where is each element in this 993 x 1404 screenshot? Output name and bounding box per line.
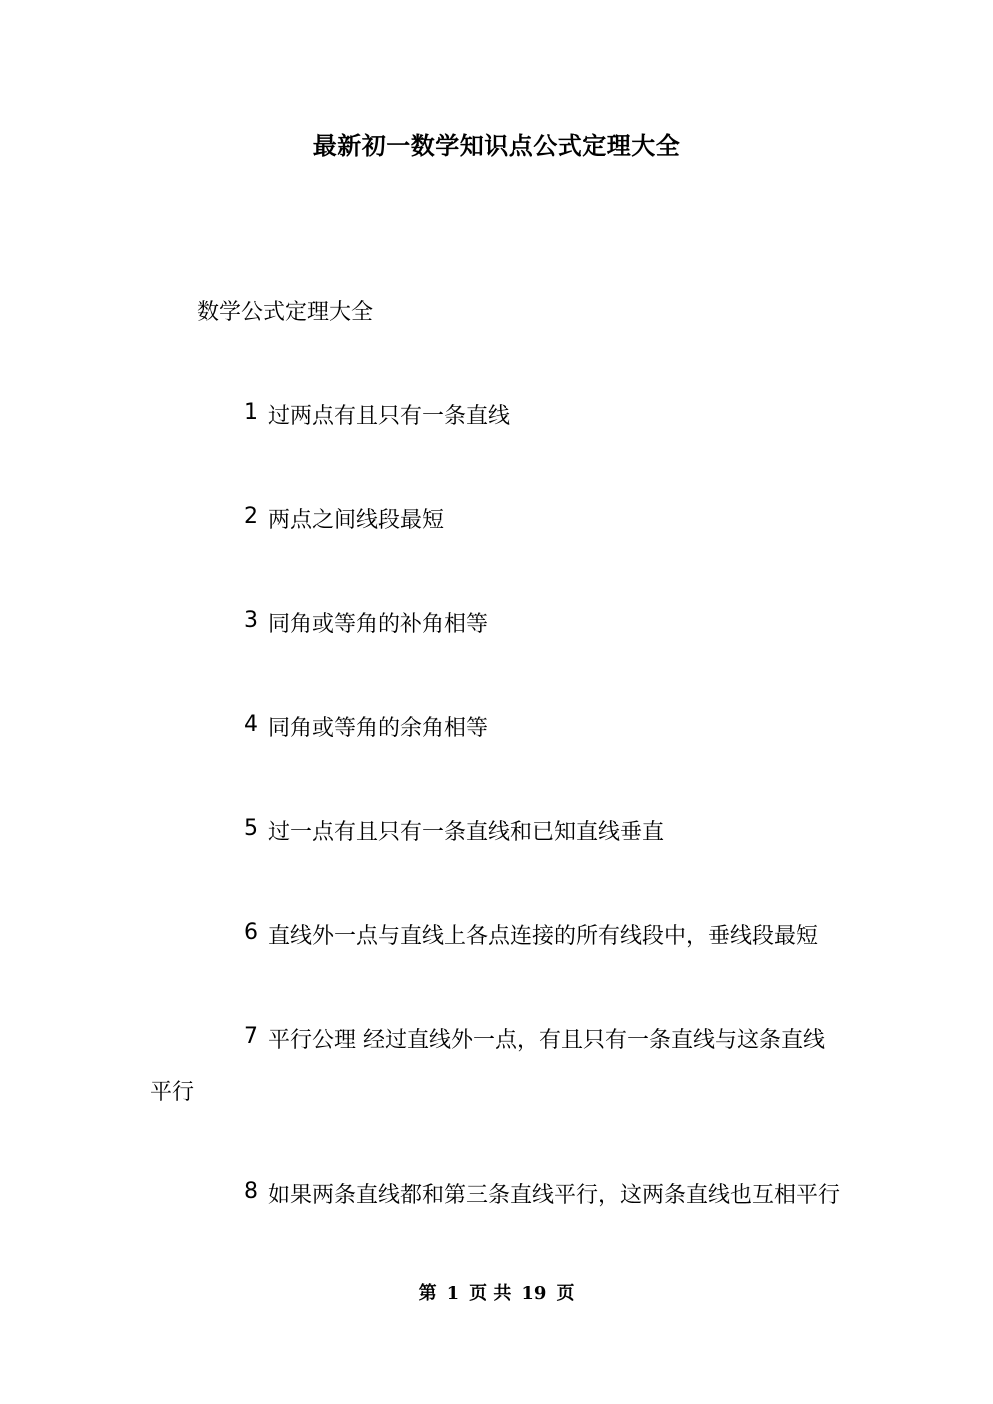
- list-item: [150, 911, 840, 963]
- item-number: 4: [244, 712, 258, 737]
- page-footer: [0, 1280, 993, 1308]
- list-item: [150, 807, 840, 859]
- item-text: 过两点有且只有一条直线: [268, 404, 511, 429]
- list-item: [150, 495, 840, 547]
- list-item: [150, 1015, 840, 1119]
- footer-suffix: 页: [556, 1283, 575, 1304]
- item-number: 2: [244, 504, 258, 529]
- item-text: 如果两条直线都和第三条直线平行，这两条直线也互相平行: [268, 1183, 841, 1208]
- item-text: 过一点有且只有一条直线和已知直线垂直: [268, 820, 665, 845]
- item-number: 5: [244, 816, 258, 841]
- list-item: [150, 391, 840, 443]
- item-number: 3: [244, 608, 258, 633]
- footer-current-page: 1: [446, 1283, 460, 1304]
- list-item: [150, 599, 840, 651]
- footer-total-pages: 19: [521, 1283, 547, 1304]
- list-item: [150, 703, 840, 755]
- item-number: 1: [244, 400, 258, 425]
- section-heading: [150, 287, 840, 339]
- item-number: 8: [244, 1179, 258, 1204]
- section-heading-text: 数学公式定理大全: [197, 300, 374, 325]
- document-title: 最新初一数学知识点公式定理大全: [312, 132, 681, 160]
- footer-mid: 页 共: [469, 1283, 512, 1304]
- item-number: 7: [244, 1024, 258, 1049]
- item-text: 同角或等角的余角相等: [268, 716, 489, 741]
- footer-prefix: 第: [418, 1283, 437, 1304]
- list-item: [150, 1170, 840, 1222]
- item-text: 平行公理 经过直线外一点，有且只有一条直线与这条直线平行: [150, 1028, 825, 1105]
- item-number: 6: [244, 920, 258, 945]
- item-text: 同角或等角的补角相等: [268, 612, 489, 637]
- item-text: 两点之间线段最短: [268, 508, 445, 533]
- item-text: 直线外一点与直线上各点连接的所有线段中，垂线段最短: [268, 924, 819, 949]
